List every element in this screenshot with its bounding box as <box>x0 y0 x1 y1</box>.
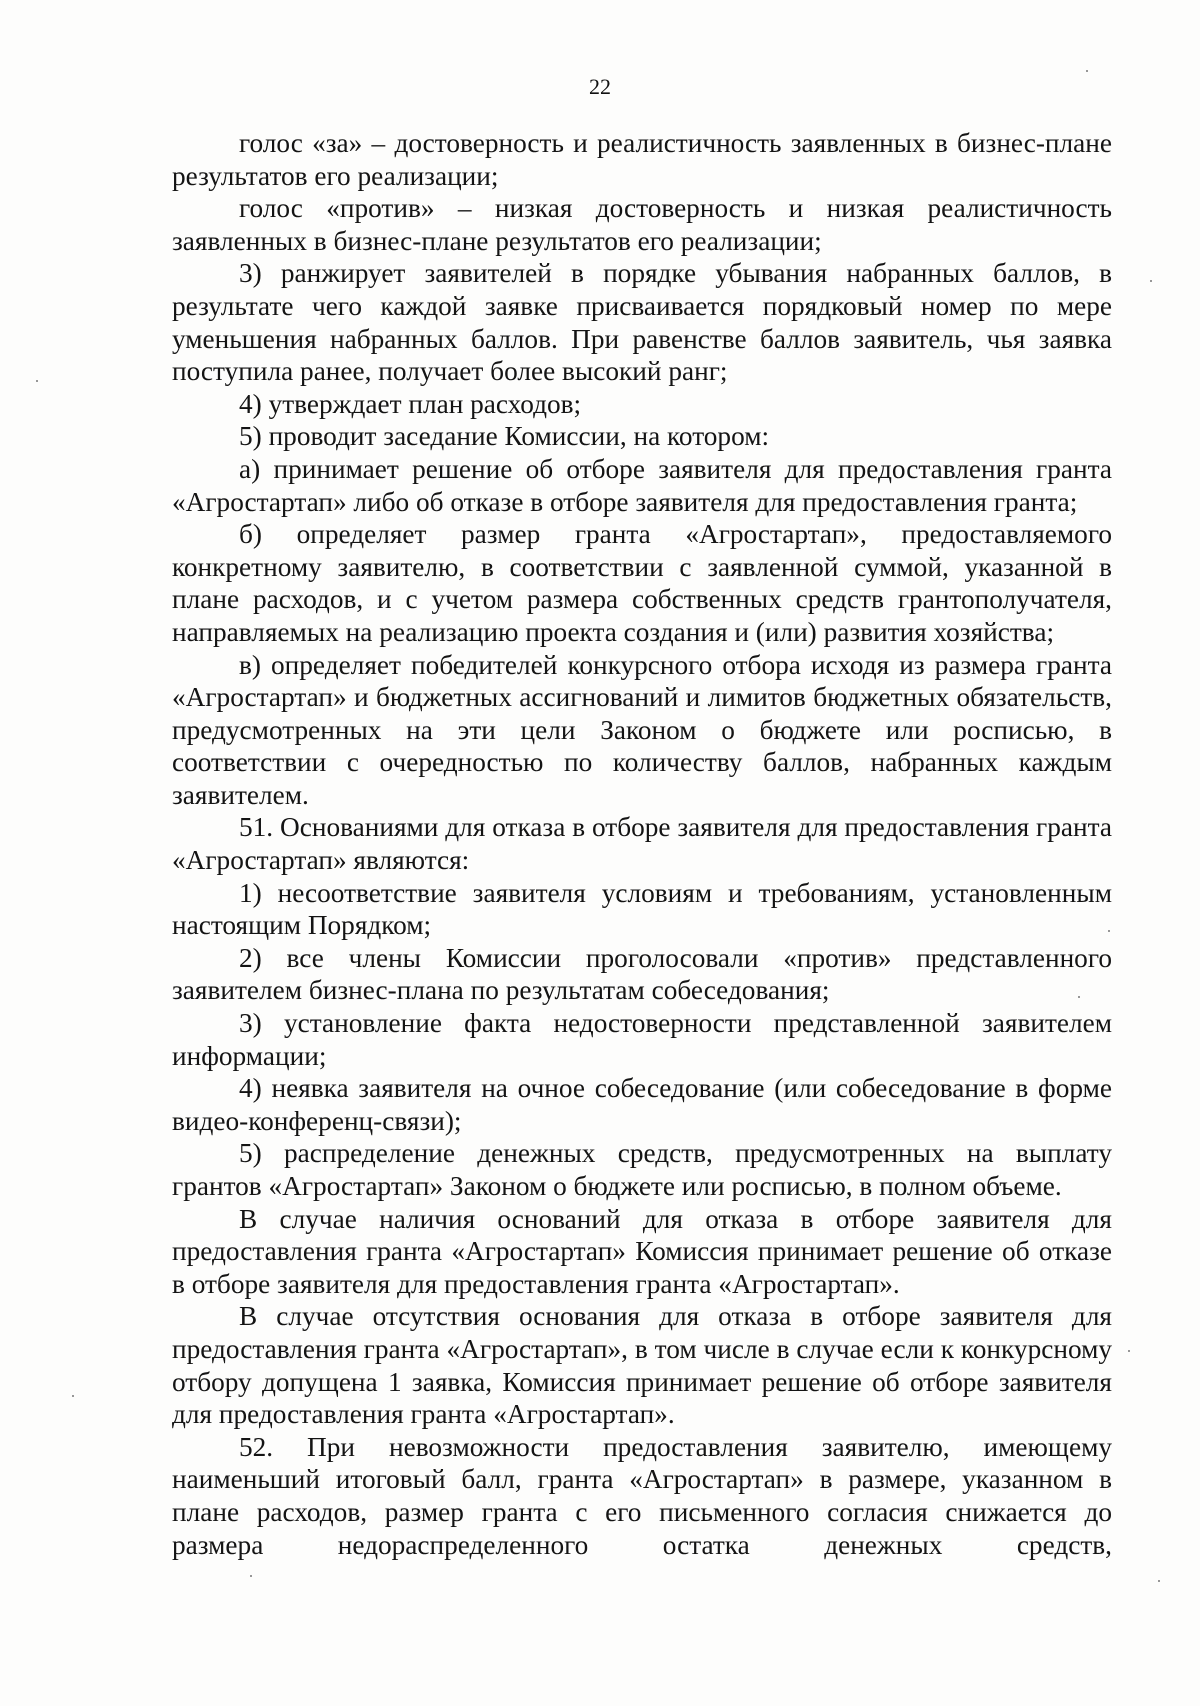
page-number: 22 <box>589 74 611 99</box>
scan-speck <box>1150 280 1152 282</box>
scan-speck <box>1128 1350 1130 1352</box>
paragraph-reason-3: 3) установление факта недостоверности представленной заявителем информации; <box>172 1008 1112 1071</box>
paragraph-selection-decision: В случае отсутствия основания для отказа в отборе заявителя для предоставления гранта «Агростартап», в том числе в случае если к конкурсному отбору допущена 1 заявка, Комиссия принимает решение об отборе заявителя для предоставления гранта «Агростартап». <box>172 1301 1112 1430</box>
paragraph-vote-for: голос «за» – достоверность и реалистичность заявленных в бизнес-плане результатов его реализации; <box>172 128 1112 191</box>
scan-speck <box>250 1575 252 1577</box>
scan-speck <box>1086 70 1088 72</box>
scan-speck <box>72 1395 74 1397</box>
paragraph-subitem-a: а) принимает решение об отборе заявителя для предоставления гранта «Агростартап» либо об отказе в отборе заявителя для предоставления гранта; <box>172 453 1112 517</box>
paragraph-refusal-decision: В случае наличия оснований для отказа в отборе заявителя для предоставления гранта «Агростартап» Комиссия принимает решение об отказе в отборе заявителя для предоставления гранта «Агростартап». <box>172 1203 1112 1299</box>
paragraph-item-3-ranking: 3) ранжирует заявителей в порядке убывания набранных баллов, в результате чего каждой заявке присваивается порядковый номер по мере уменьшения набранных баллов. При равенстве баллов заявитель, чья заявка поступила ранее, получает более высокий ранг; <box>172 258 1112 387</box>
scan-speck <box>1158 1580 1160 1582</box>
paragraph-item-5-meeting: 5) проводит заседание Комиссии, на котором: <box>239 421 770 452</box>
paragraph-reason-2: 2) все члены Комиссии проголосовали «против» представленного заявителем бизнес-плана по результатам собеседования; <box>172 942 1112 1006</box>
paragraph-item-4-expense-plan: 4) утверждает план расходов; <box>239 388 582 419</box>
paragraph-section-52: 52. При невозможности предоставления заявителю, имеющему наименьший итоговый балл, гранта «Агростартап» в размере, указанном в плане расходов, размер гранта с его письменного согласия снижается до размера недораспределенного остатка денежных средств, <box>172 1431 1112 1560</box>
document-body <box>172 127 1112 1561</box>
paragraph-vote-against: голос «против» – низкая достоверность и низкая реалистичность заявленных в бизнес-плане результатов его реализации; <box>172 193 1112 256</box>
scan-speck <box>1108 930 1110 932</box>
paragraph-reason-5: 5) распределение денежных средств, предусмотренных на выплату грантов «Агростартап» Законом о бюджете или росписью, в полном объеме. <box>172 1138 1112 1201</box>
scan-speck <box>1078 996 1080 998</box>
paragraph-reason-4: 4) неявка заявителя на очное собеседование (или собеседование в форме видео-конференц-связи); <box>172 1073 1112 1136</box>
paragraph-subitem-v: в) определяет победителей конкурсного отбора исходя из размера гранта «Агростартап» и бюджетных ассигнований и лимитов бюджетных обязательств, предусмотренных на эти цели Законом о бюджете или росписью, в соответствии с очередностью по количеству баллов, набранных каждым заявителем. <box>172 649 1112 810</box>
paragraph-reason-1: 1) несоответствие заявителя условиям и требованиям, установленным настоящим Порядком; <box>172 877 1112 941</box>
paragraph-subitem-b: б) определяет размер гранта «Агростартап», предоставляемого конкретному заявителю, в соответствии с заявленной суммой, указанной в плане расходов, и с учетом размера собственных средств грантополучателя, направляемых на реализацию проекта создания и (или) развития хозяйства; <box>172 519 1112 647</box>
paragraph-section-51: 51. Основаниями для отказа в отборе заявителя для предоставления гранта «Агростартап» являются: <box>172 812 1112 876</box>
scan-speck <box>36 380 38 382</box>
